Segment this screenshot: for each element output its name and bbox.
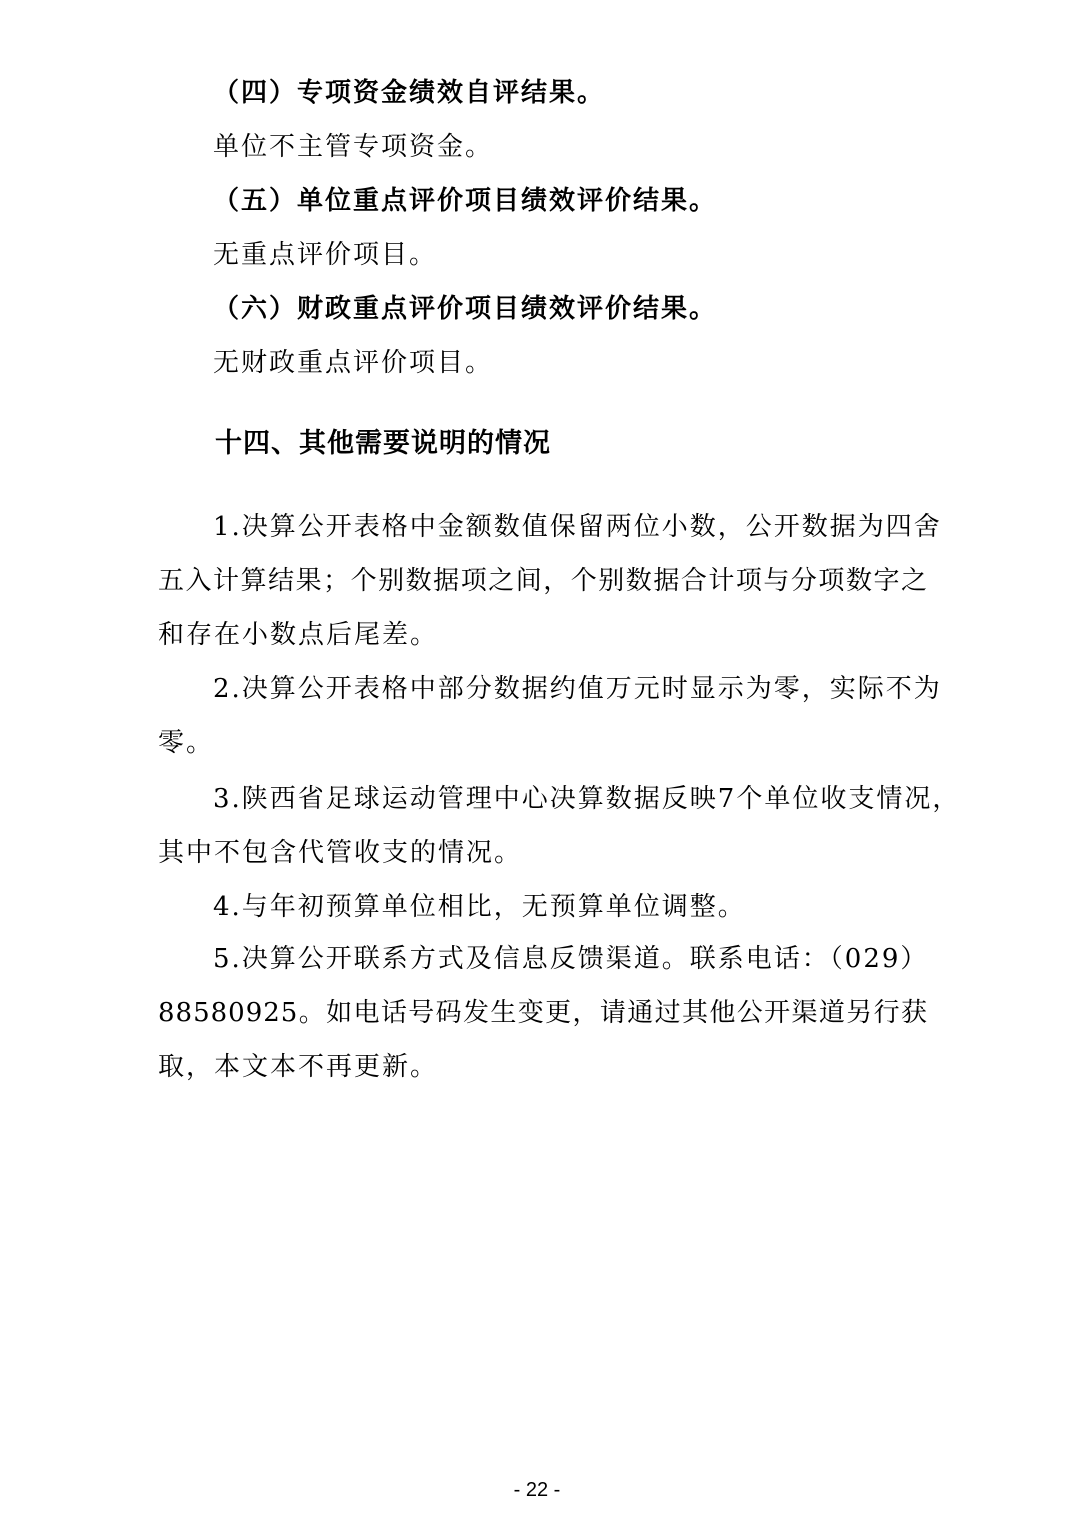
note-2-line-2: 零。 [158,728,215,758]
note-5-line-2: 88580925。如电话号码发生变更，请通过其他公开渠道另行获 [158,998,928,1028]
note-1-line-3: 和存在小数点后尾差。 [158,620,439,650]
section-5-body: 无重点评价项目。 [213,240,438,270]
chapter-14-title: 十四、其他需要说明的情况 [215,428,551,459]
section-4-heading: （四）专项资金绩效自评结果。 [213,78,606,108]
note-3-line-2: 其中不包含代管收支的情况。 [158,838,523,868]
note-1-line-2: 五入计算结果；个别数据项之间，个别数据合计项与分项数字之 [158,566,928,596]
note-2-line-1: 2.决算公开表格中部分数据约值万元时显示为零，实际不为 [213,674,942,704]
section-4-body: 单位不主管专项资金。 [213,132,494,162]
note-5-line-1: 5.决算公开联系方式及信息反馈渠道。联系电话：（029） [213,944,929,974]
note-4-line-1: 4.与年初预算单位相比，无预算单位调整。 [213,892,746,922]
section-6-heading: （六）财政重点评价项目绩效评价结果。 [213,294,718,324]
section-6-body: 无财政重点评价项目。 [213,348,494,378]
note-5-line-3: 取，本文本不再更新。 [158,1052,439,1082]
note-1-line-1: 1.决算公开表格中金额数值保留两位小数，公开数据为四舍 [213,512,942,542]
note-3-line-1: 3.陕西省足球运动管理中心决算数据反映7个单位收支情况， [213,784,961,814]
page-number: - 22 - [513,1479,561,1501]
section-5-heading: （五）单位重点评价项目绩效评价结果。 [213,186,718,216]
